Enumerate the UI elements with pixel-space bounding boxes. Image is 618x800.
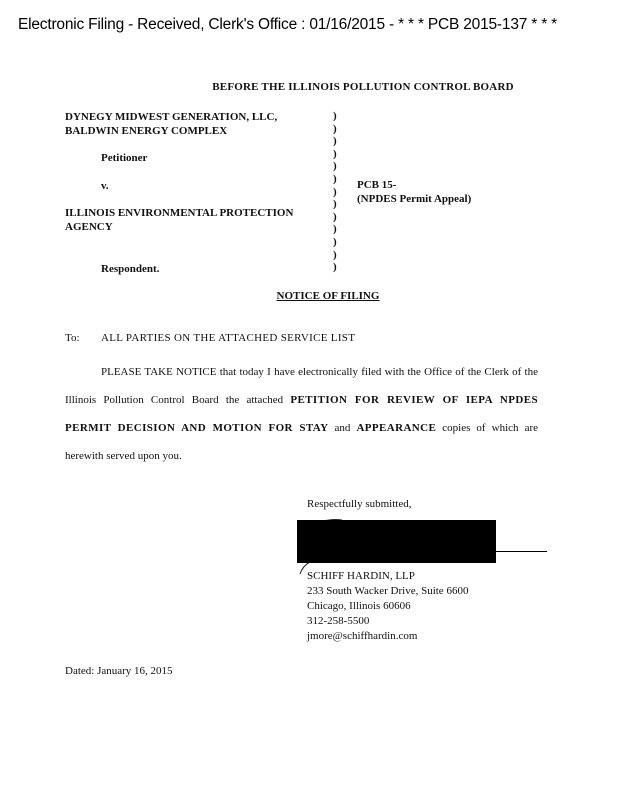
firm-address-line-1: 233 South Wacker Drive, Suite 6600 xyxy=(307,585,469,597)
paren: ) xyxy=(333,110,337,122)
paren: ) xyxy=(333,223,337,236)
versus-label: v. xyxy=(101,180,109,192)
body-bold-documents: PETITION FOR REVIEW OF IEPA NPDES PERMIT DECISION AND MOTION FOR STAY xyxy=(65,394,538,434)
petitioner-name xyxy=(65,110,277,138)
paren: ) xyxy=(333,185,337,198)
petitioner-name-line-1: DYNEGY MIDWEST GENERATION, LLC, xyxy=(65,111,278,123)
caption-parentheses xyxy=(333,110,337,274)
paren: ) xyxy=(333,198,337,211)
respondent-label: Respondent. xyxy=(101,263,160,275)
firm-name: SCHIFF HARDIN, LLP xyxy=(307,570,415,582)
paren: ) xyxy=(333,210,337,223)
board-title xyxy=(0,81,618,93)
paren: ) xyxy=(333,135,337,148)
signature-intro: Respectfully submitted, xyxy=(307,498,412,510)
body-text-3: copies of which are herewith served upon you. xyxy=(65,422,538,462)
notice-body xyxy=(65,358,538,470)
petitioner-name-line-2: BALDWIN ENERGY COMPLEX xyxy=(65,125,228,137)
paren: ) xyxy=(333,122,337,135)
electronic-filing-stamp: Electronic Filing - Received, Clerk's Office : 01/16/2015 - * * * PCB 2015-137 * * * xyxy=(18,16,557,33)
firm-address-line-2: Chicago, Illinois 60606 xyxy=(307,600,411,612)
petitioner-label: Petitioner xyxy=(101,152,148,164)
paren: ) xyxy=(333,235,337,248)
respondent-name-line-2: AGENCY xyxy=(65,221,113,233)
case-number: PCB 15- xyxy=(357,179,397,191)
to-recipients: ALL PARTIES ON THE ATTACHED SERVICE LIST xyxy=(101,332,356,344)
paren: ) xyxy=(333,261,337,274)
paren: ) xyxy=(333,147,337,160)
paren: ) xyxy=(333,160,337,173)
case-type: (NPDES Permit Appeal) xyxy=(357,193,472,205)
to-label: To: xyxy=(65,332,80,344)
body-text-1: PLEASE TAKE NOTICE that today I have electronically filed with the Office of the Clerk of the Illinois Pollution Control Board the attached xyxy=(65,366,538,406)
signature-block xyxy=(307,569,468,644)
case-info xyxy=(357,178,471,206)
notice-title xyxy=(0,290,618,302)
date-line: Dated: January 16, 2015 xyxy=(65,665,173,677)
respondent-name xyxy=(65,206,293,234)
board-title-text: BEFORE THE ILLINOIS POLLUTION CONTROL BOARD xyxy=(212,81,514,93)
body-text-2: and xyxy=(328,422,357,434)
firm-phone: 312-258-5500 xyxy=(307,615,370,627)
paren: ) xyxy=(333,248,337,261)
redacted-signature xyxy=(297,520,496,563)
notice-title-text: NOTICE OF FILING xyxy=(276,290,380,302)
respondent-name-line-1: ILLINOIS ENVIRONMENTAL PROTECTION xyxy=(65,207,294,219)
firm-email: jmore@schiffhardin.com xyxy=(307,630,418,642)
signature-line xyxy=(496,551,547,552)
body-bold-appearance: APPEARANCE xyxy=(356,422,437,434)
paren: ) xyxy=(333,172,337,185)
